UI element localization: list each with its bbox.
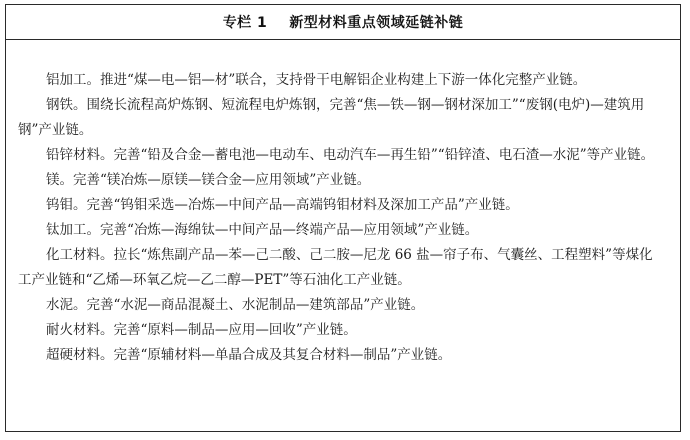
column-number: 专栏 1 (222, 15, 268, 31)
column-body (6, 40, 680, 368)
paragraph-superhard: 超硬材料。完善“原辅材料—单晶合成及其复合材料—制品”产业链。 (46, 347, 452, 363)
paragraph-refractory: 耐火材料。完善“原料—制品—应用—回收”产业链。 (46, 322, 357, 338)
paragraph-aluminum: 铝加工。推进“煤—电—铝—材”联合，支持骨干电解铝企业构建上下游一体化完整产业链。 (46, 72, 587, 88)
paragraph-cement: 水泥。完善“水泥—商品混凝土、水泥制品—建筑部品”产业链。 (46, 297, 425, 313)
paragraph-steel: 钢铁。围绕长流程高炉炼钢、短流程电炉炼钢，完善“焦—铁—钢—钢材深加工”“废钢(电炉)—建筑用钢”产业链。 (18, 97, 645, 138)
column-box (5, 4, 681, 432)
paragraph-titanium: 钛加工。完善“冶炼—海绵钛—中间产品—终端产品—应用领域”产业链。 (46, 222, 479, 238)
column-heading: 新型材料重点领域延链补链 (289, 15, 464, 31)
column-title (6, 5, 680, 40)
paragraph-tungsten-molybdenum: 钨钼。完善“钨钼采选—冶炼—中间产品—高端钨钼材料及深加工产品”产业链。 (46, 197, 519, 213)
paragraph-lead-zinc: 铅锌材料。完善“铅及合金—蓄电池—电动车、电动汽车—再生铅”“铅锌渣、电石渣—水泥”等产业链。 (46, 147, 655, 163)
paragraph-magnesium: 镁。完善“镁冶炼—原镁—镁合金—应用领域”产业链。 (46, 172, 371, 188)
paragraph-chemical-materials: 化工材料。拉长“炼焦副产品—苯—己二酸、己二胺—尼龙 66 盐—帘子布、气囊丝、工程塑料”等煤化工产业链和“乙烯—环氧乙烷—乙二醇—PET”等石油化工产业链。 (18, 247, 653, 288)
